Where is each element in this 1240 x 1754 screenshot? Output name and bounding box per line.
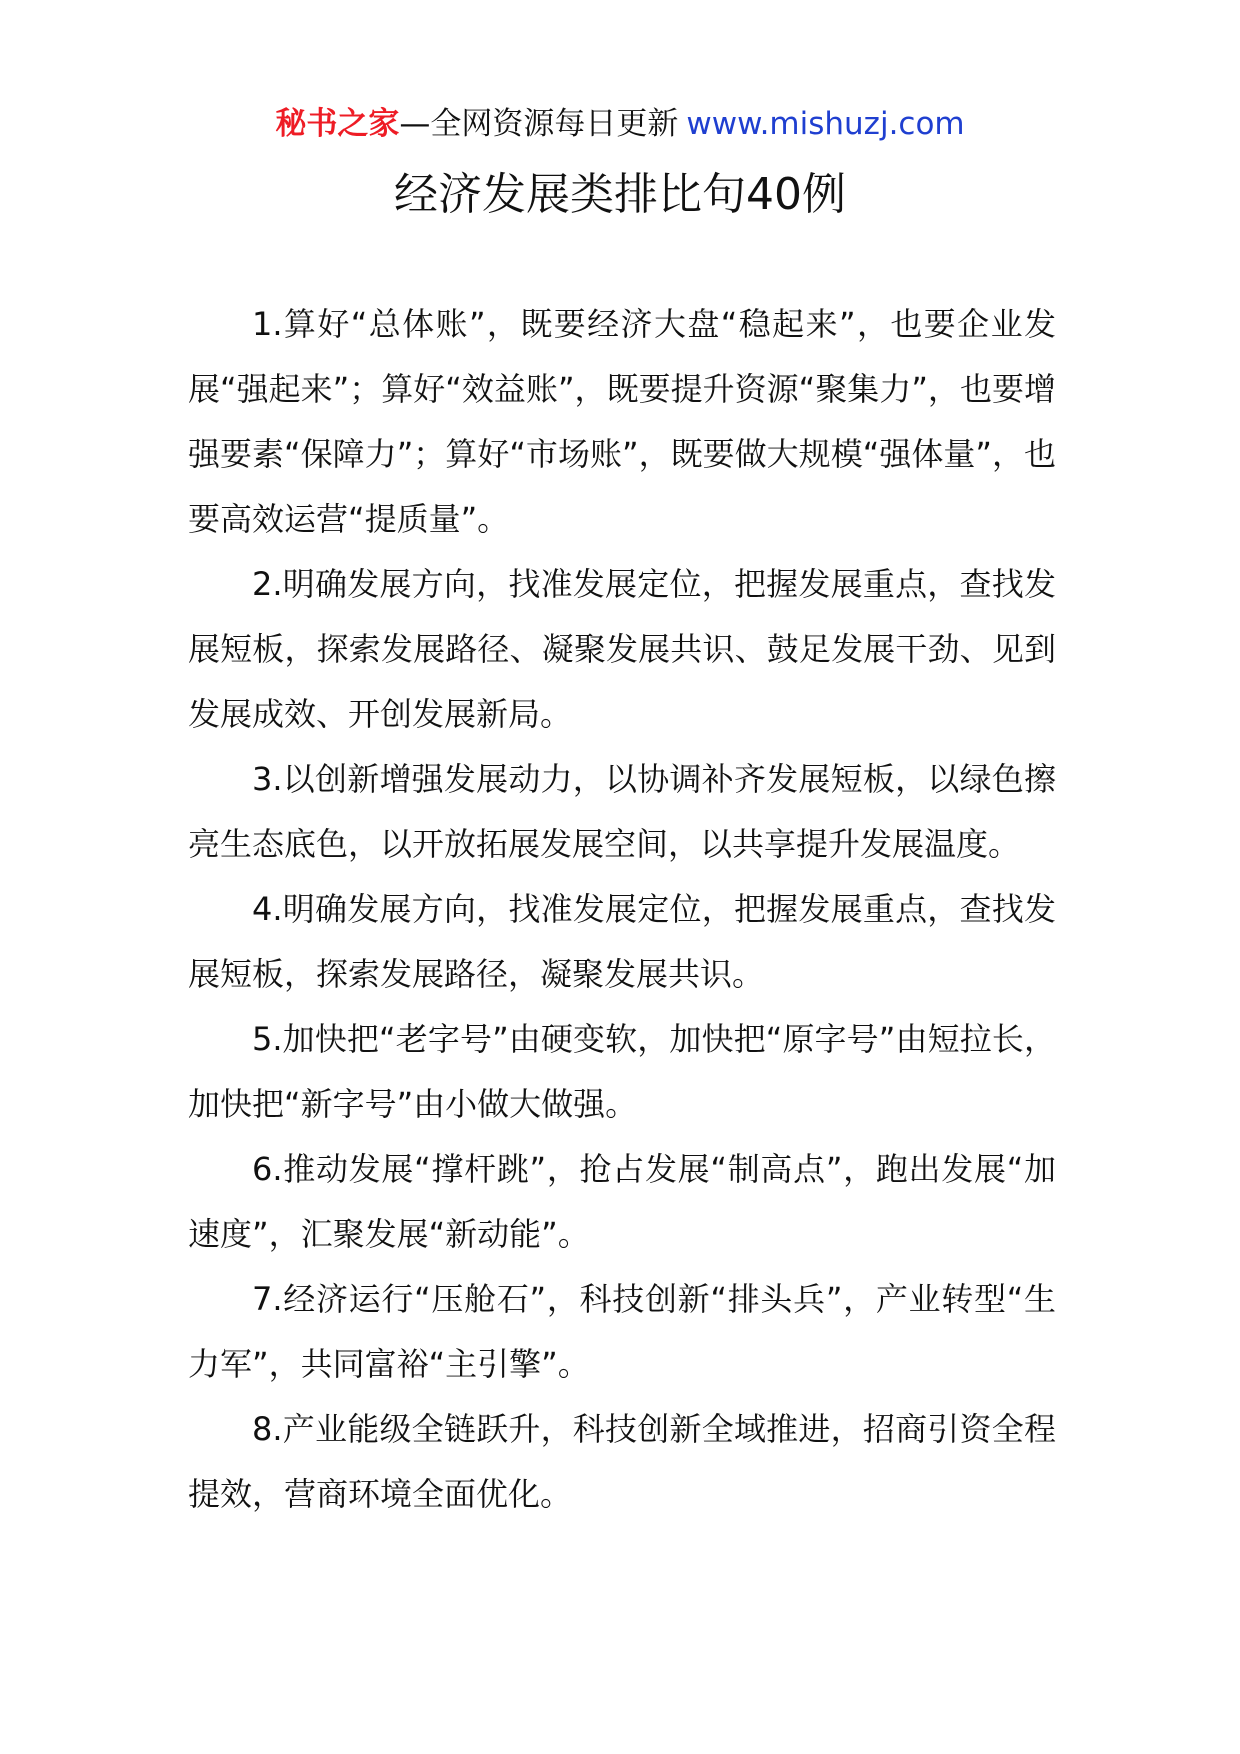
- site-url-link[interactable]: www.mishuzj.com: [686, 106, 965, 142]
- site-header: [0, 102, 1240, 146]
- paragraph-7: 7.经济运行“压舱石”，科技创新“排头兵”，产业转型“生力军”，共同富裕“主引擎”。: [188, 1280, 1056, 1383]
- paragraph-5: 5.加快把“老字号”由硬变软，加快把“原字号”由短拉长，加快把“新字号”由小做大做强。: [188, 1020, 1056, 1123]
- document-body: [188, 292, 1056, 1527]
- paragraph-1: 1.算好“总体账”，既要经济大盘“稳起来”，也要企业发展“强起来”；算好“效益账”，既要提升资源“聚集力”，也要增强要素“保障力”；算好“市场账”，既要做大规模“强体量”，也要高效运营“提质量”。: [188, 305, 1056, 538]
- paragraph-4: 4.明确发展方向，找准发展定位，把握发展重点，查找发展短板，探索发展路径，凝聚发展共识。: [188, 890, 1056, 993]
- paragraph-3: 3.以创新增强发展动力，以协调补齐发展短板，以绿色擦亮生态底色，以开放拓展发展空间，以共享提升发展温度。: [188, 760, 1056, 863]
- paragraph-2: 2.明确发展方向，找准发展定位，把握发展重点，查找发展短板，探索发展路径、凝聚发展共识、鼓足发展干劲、见到发展成效、开创发展新局。: [188, 565, 1056, 733]
- header-tagline: —全网资源每日更新: [399, 106, 679, 142]
- paragraph-6: 6.推动发展“撑杆跳”，抢占发展“制高点”，跑出发展“加速度”，汇聚发展“新动能”。: [188, 1150, 1056, 1253]
- document-title: 经济发展类排比句40例: [394, 169, 846, 220]
- brand-name: 秘书之家: [275, 106, 400, 142]
- paragraph-8: 8.产业能级全链跃升，科技创新全域推进，招商引资全程提效，营商环境全面优化。: [188, 1410, 1056, 1513]
